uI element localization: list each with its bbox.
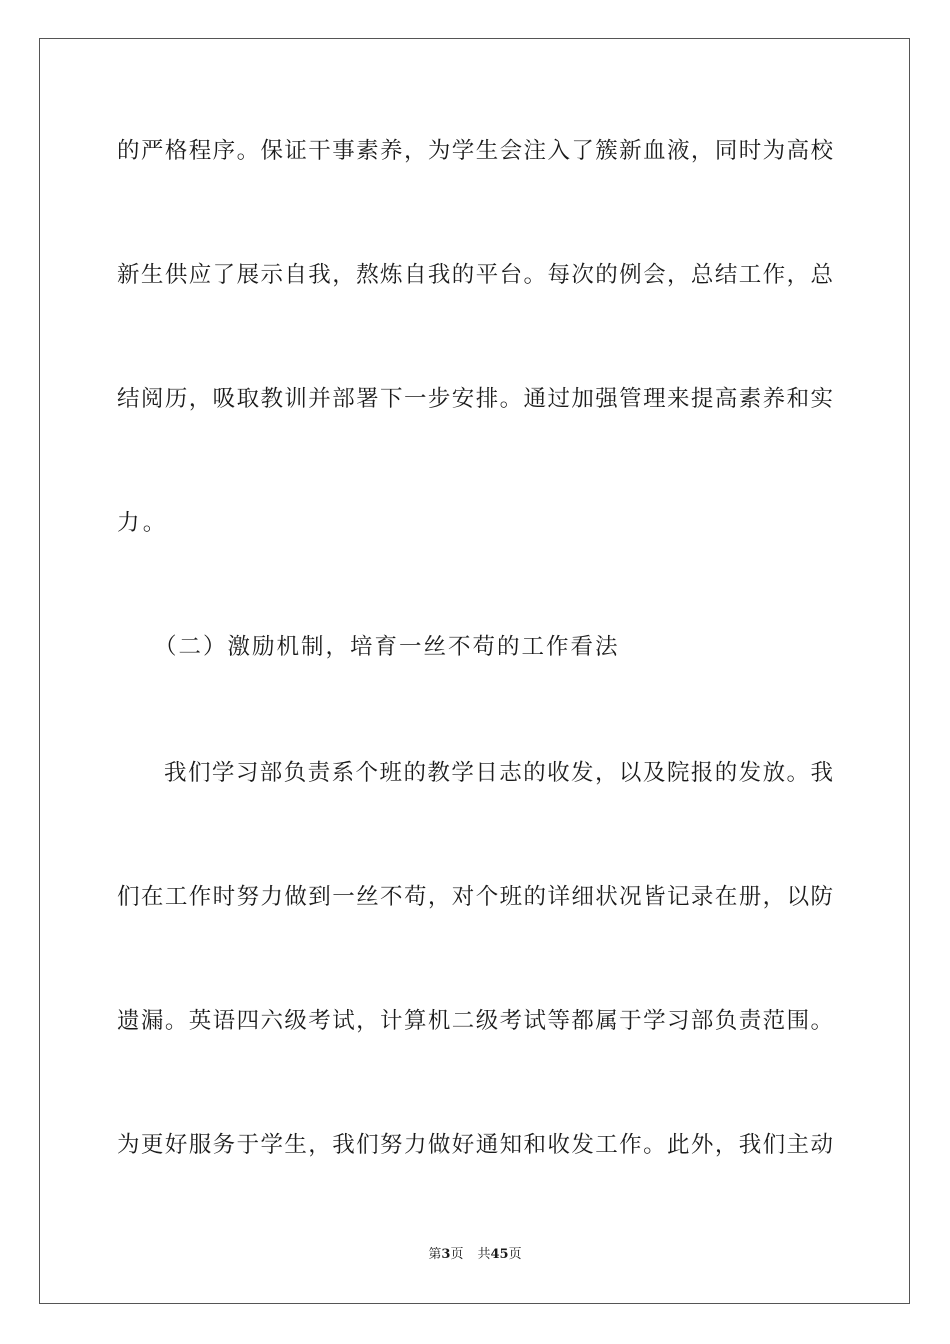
footer-page-number: 3 [441,1247,451,1262]
paragraph-line-3: 遗漏。英语四六级考试，计算机二级考试等都属于学习部负责范围。 [117,1008,833,1034]
paragraph-line-4: 为更好服务于学生，我们努力做好通知和收发工作。此外，我们主动 [117,1132,833,1158]
page-frame [39,38,910,1304]
body-line-2: 新生供应了展示自我，熬炼自我的平台。每次的例会，总结工作，总 [117,262,833,288]
paragraph-line-2: 们在工作时努力做到一丝不苟，对个班的详细状况皆记录在册，以防 [117,884,833,910]
body-line-1: 的严格程序。保证干事素养，为学生会注入了簇新血液，同时为高校 [117,138,833,164]
body-line-4: 力。 [117,510,169,536]
paragraph-line-1: 我们学习部负责系个班的教学日志的收发，以及院报的发放。我 [164,760,833,786]
footer-page-prefix: 第 [428,1247,442,1262]
section-heading: （二）激励机制，培育一丝不苟的工作看法 [154,634,620,660]
footer-total-prefix: 共 [477,1247,491,1262]
footer-total-pages: 45 [490,1247,509,1262]
footer-page-suffix: 页 [450,1247,464,1262]
page-footer [0,1246,950,1264]
body-line-3: 结阅历，吸取教训并部署下一步安排。通过加强管理来提高素养和实 [117,386,833,412]
footer-total-suffix: 页 [508,1247,522,1262]
